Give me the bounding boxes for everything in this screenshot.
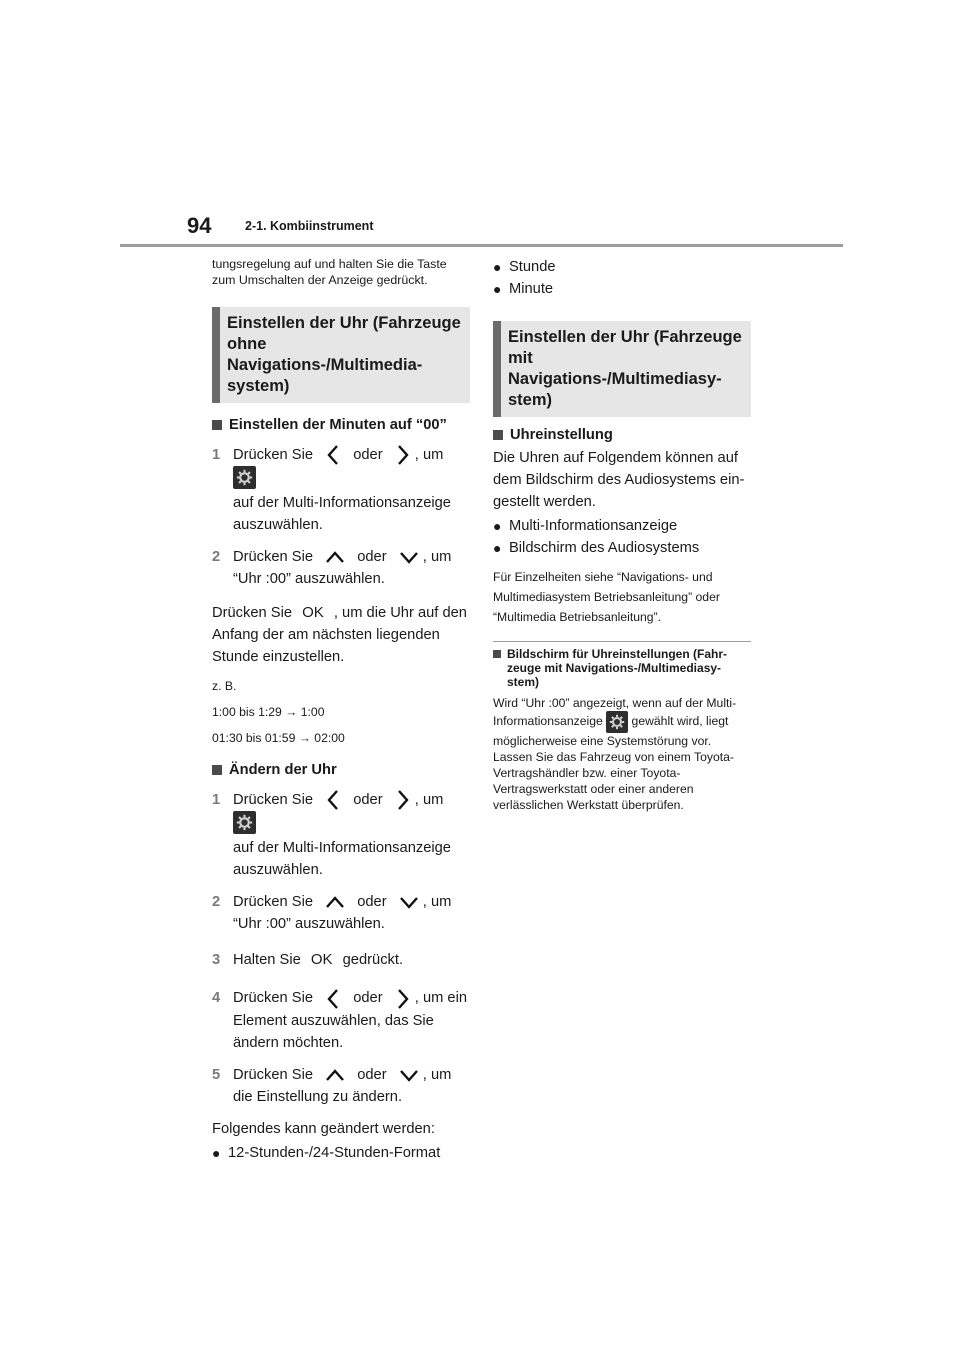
note-rule xyxy=(493,641,751,642)
chevron-right-icon xyxy=(395,988,411,1010)
heading-line: mit Navigations-/Multimediasy- xyxy=(508,349,722,388)
step-text: Drücken Sie xyxy=(233,1066,313,1083)
step-number: 1 xyxy=(212,792,221,809)
subheading-change-clock xyxy=(212,760,470,780)
step-text: oder xyxy=(357,549,387,566)
note-paragraph xyxy=(493,695,751,813)
heading-with-nav xyxy=(493,321,751,417)
step-text: oder xyxy=(353,990,383,1007)
bullet-item xyxy=(493,278,751,300)
step-text: gedrückt. xyxy=(342,952,404,969)
example-1: 1:00 bis 1:29 → 1:00 xyxy=(212,705,325,720)
chevron-down-icon xyxy=(399,895,419,909)
step-text: auf der Multi-Informationsanzeige auszuwählen. xyxy=(233,495,451,534)
bullet-item xyxy=(493,515,751,537)
step-text: Drücken Sie xyxy=(233,447,313,463)
note-text: Wird “Uhr :00” angezeigt, wenn auf der Multi-Informationsanzeige xyxy=(493,696,737,729)
note-text: gewählt wird, liegt möglicherweise eine Systemstörung vor. Lassen Sie das Fahrzeug von einem Toyota-Vertragshändler bzw. einer Toyota-Vertragswerkstatt oder einer anderen verlässlichen Werkstatt überprüfen. xyxy=(493,714,734,812)
step-text: , um xyxy=(414,792,444,809)
bullet-dot: ● xyxy=(212,1144,221,1161)
chevron-up-icon xyxy=(325,1068,345,1082)
bullet-text: Bildschirm des Audiosystems xyxy=(509,540,700,556)
bullet-dot: ● xyxy=(493,518,502,534)
step-4 xyxy=(212,987,470,1053)
chevron-down-icon xyxy=(399,1068,419,1082)
chevron-left-icon xyxy=(325,988,341,1010)
chevron-left-icon xyxy=(325,444,341,466)
step-text: Drücken Sie xyxy=(233,990,313,1007)
step-3 xyxy=(212,949,470,971)
step-1 xyxy=(212,444,470,536)
bullet-dot: ● xyxy=(493,259,502,275)
subheading-minutes xyxy=(212,415,470,435)
step-text: Halten Sie xyxy=(233,952,301,969)
note-heading xyxy=(493,647,751,689)
subheading-text: Uhreinstellung xyxy=(510,427,613,443)
note-heading-text: Bildschirm für Uhreinstellungen (Fahr-zeuge mit Navigations-/Multimediasy-stem) xyxy=(507,647,728,689)
left-column xyxy=(212,256,470,1164)
chevron-up-icon xyxy=(325,895,345,909)
step-number: 2 xyxy=(212,894,221,911)
step-text: oder xyxy=(357,1066,387,1083)
heading-without-nav xyxy=(212,307,470,403)
header-rule xyxy=(120,244,843,247)
step-text: , um die Einstellung zu ändern. xyxy=(233,1066,452,1105)
page-number: 94 xyxy=(187,213,212,238)
step-number: 4 xyxy=(212,990,221,1007)
changeable-intro: Folgendes kann geändert werden: xyxy=(212,1120,435,1137)
step-number: 2 xyxy=(212,549,221,566)
step-2 xyxy=(212,546,470,590)
ok-icon: OK xyxy=(302,604,324,622)
subheading-text: Ändern der Uhr xyxy=(229,762,337,779)
chevron-left-icon xyxy=(325,789,341,811)
bullet-item xyxy=(493,256,751,278)
heading-line: system) xyxy=(227,377,290,395)
step-text: , um “Uhr :00” auszuwählen. xyxy=(233,549,452,588)
bullet-dot: ● xyxy=(493,281,502,297)
step-text: Drücken Sie xyxy=(233,792,313,809)
paragraph-text: Drücken Sie xyxy=(212,605,292,622)
bullet-dot: ● xyxy=(493,540,502,556)
square-bullet-icon xyxy=(493,650,501,658)
clock-paragraph: Die Uhren auf Folgendem können auf dem Bildschirm des Audiosystems ein-gestellt werden. xyxy=(493,450,745,510)
section-title: 2-1. Kombiinstrument xyxy=(245,219,374,233)
step-text: oder xyxy=(357,894,387,911)
gear-icon xyxy=(233,466,256,489)
step-text: , um ein Element auszuwählen, das Sie ändern möchten. xyxy=(233,990,468,1051)
chevron-right-icon xyxy=(395,789,411,811)
heading-line: Einstellen der Uhr (Fahrzeuge xyxy=(508,328,742,346)
heading-line: Einstellen der Uhr (Fahrzeuge xyxy=(227,314,461,332)
bullet-text: 12-Stunden-/24-Stunden-Format xyxy=(228,1144,441,1161)
bullet-text: Multi-Informationsanzeige xyxy=(509,518,678,534)
right-column xyxy=(493,256,751,813)
gear-icon xyxy=(606,711,628,733)
chevron-down-icon xyxy=(399,550,419,564)
step-text: oder xyxy=(353,792,383,809)
step-text: , um “Uhr :00” auszuwählen. xyxy=(233,894,452,933)
step-5 xyxy=(212,1064,470,1108)
bullet-text: Minute xyxy=(509,281,554,297)
heading-line: stem) xyxy=(508,391,553,409)
gear-icon xyxy=(233,811,256,834)
bullet-item xyxy=(493,537,751,559)
reference-note: Für Einzelheiten siehe “Navigations- und Multimediasystem Betriebsanleitung” oder “Multimedia Betriebsanleitung”. xyxy=(493,570,720,624)
square-bullet-icon xyxy=(493,430,503,440)
example-label: z. B. xyxy=(212,679,237,694)
example-2: 01:30 bis 01:59 → 02:00 xyxy=(212,731,345,746)
step-2 xyxy=(212,891,470,935)
step-number: 5 xyxy=(212,1066,221,1083)
square-bullet-icon xyxy=(212,765,222,775)
square-bullet-icon xyxy=(212,420,222,430)
page-header xyxy=(0,0,960,250)
subheading-clock-setting xyxy=(493,425,751,445)
chevron-right-icon xyxy=(395,444,411,466)
step-number: 1 xyxy=(212,447,221,463)
bullet-text: Stunde xyxy=(509,259,556,275)
bullet-item xyxy=(212,1142,470,1164)
ok-paragraph xyxy=(212,602,470,668)
subheading-text: Einstellen der Minuten auf “00” xyxy=(229,417,447,433)
step-text: auf der Multi-Informationsanzeige auszuwählen. xyxy=(233,840,451,879)
step-text: oder xyxy=(353,447,383,463)
paragraph-text: , um die Uhr auf den Anfang der am nächsten liegenden Stunde einzustellen. xyxy=(212,605,467,666)
heading-line: ohne Navigations-/Multimedia- xyxy=(227,335,423,374)
step-1 xyxy=(212,789,470,881)
chevron-up-icon xyxy=(325,550,345,564)
step-number: 3 xyxy=(212,952,221,969)
step-text: Drücken Sie xyxy=(233,894,313,911)
step-text: Drücken Sie xyxy=(233,549,313,566)
ok-icon: OK xyxy=(310,951,333,969)
step-text: , um xyxy=(414,447,444,463)
intro-text: tungsregelung auf und halten Sie die Taste zum Umschalten der Anzeige gedrückt. xyxy=(212,257,447,287)
